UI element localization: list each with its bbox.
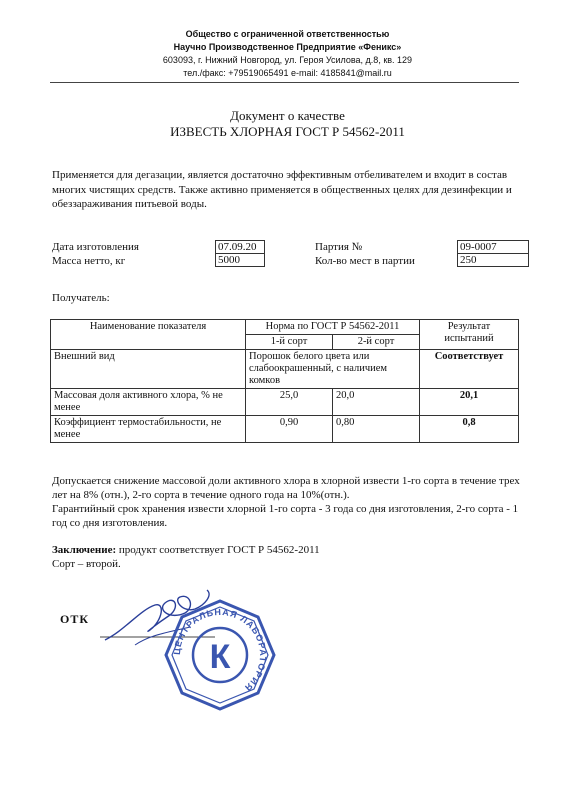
header-indicator: Наименование показателя [51, 320, 246, 350]
org-address: 603093, г. Нижний Новгород, ул. Героя Усилова, д.8, кв. 129 [162, 55, 413, 65]
recipient-label: Получатель: [52, 292, 110, 304]
batch-label: Партия № [315, 241, 363, 253]
letterhead [0, 28, 575, 80]
intro-paragraph: Применяется для дегазации, является достаточно эффективным отбеливателем и входит в состав многих чистящих средств. Также активно применяется в общественных целях для дезинфекции и обеззараживания питьевой воды. [52, 169, 512, 210]
header-grade1: 1-й сорт [246, 335, 333, 350]
row-grade2: 0,80 [333, 416, 420, 443]
mass-value: 5000 [215, 253, 265, 267]
org-name-line1: Общество с ограниченной ответственностью [185, 29, 390, 39]
conclusion-text: продукт соответствует ГОСТ Р 54562-2011 [116, 544, 320, 556]
conclusion [52, 543, 522, 571]
row-result: Соответствует [420, 350, 519, 389]
row-grade1: 0,90 [246, 416, 333, 443]
date-label: Дата изготовления [52, 241, 139, 253]
seal-stamp [160, 595, 280, 715]
org-name-line2: Научно Производственное Предприятие «Феникс» [173, 42, 402, 52]
row-grade2: 20,0 [333, 389, 420, 416]
row-name: Внешний вид [51, 350, 246, 389]
row-grade1: 25,0 [246, 389, 333, 416]
row-result: 0,8 [420, 416, 519, 443]
stamp-letter: К [209, 638, 231, 676]
conclusion-label: Заключение: [52, 544, 117, 556]
row-name: Коэффициент термостабильности, не менее [51, 416, 246, 443]
document-title [0, 108, 575, 140]
row-norm: Порошок белого цвета или слабоокрашенный, с наличием комков [246, 350, 420, 389]
table-header-row [51, 320, 519, 335]
header-result: Результат испытаний [420, 320, 519, 350]
places-label: Кол-во мест в партии [315, 255, 415, 267]
title-line2: ИЗВЕСТЬ ХЛОРНАЯ ГОСТ Р 54562-2011 [170, 124, 405, 139]
places-value: 250 [457, 253, 529, 267]
table-row [51, 416, 519, 443]
table-row [51, 350, 519, 389]
batch-value: 09-0007 [457, 240, 529, 254]
row-name: Массовая доля активного хлора, % не менее [51, 389, 246, 416]
stamp-ring-text: ЦЕНТРАЛЬНАЯ ЛАБОРАТОРИЯ [171, 606, 269, 694]
notes [52, 474, 522, 530]
specs-table [50, 319, 519, 443]
org-contacts: тел./факс: +79519065491 e-mail: 4185841@mail.ru [183, 68, 392, 78]
note-warranty: Гарантийный срок хранения извести хлорной 1-го сорта - 3 года со дня изготовления, 2-го сорта - 1 год со дня изготовления. [52, 503, 519, 529]
mass-label: Масса нетто, кг [52, 255, 126, 267]
table-row [51, 389, 519, 416]
conclusion-grade: Сорт – второй. [52, 558, 121, 570]
note-degradation: Допускается снижение массовой доли активного хлора в хлорной извести 1-го сорта в течение трех лет на 8% (отн.), 2-го сорта в течение одного года на 10%(отн.). [52, 475, 520, 501]
otk-label: ОТК [60, 612, 90, 626]
header-divider [50, 82, 519, 83]
row-result: 20,1 [420, 389, 519, 416]
conclusion-line [52, 543, 522, 557]
header-grade2: 2-й сорт [333, 335, 420, 350]
date-value: 07.09.20 [215, 240, 265, 254]
title-line1: Документ о качестве [230, 108, 345, 123]
header-norm: Норма по ГОСТ Р 54562-2011 [246, 320, 420, 335]
